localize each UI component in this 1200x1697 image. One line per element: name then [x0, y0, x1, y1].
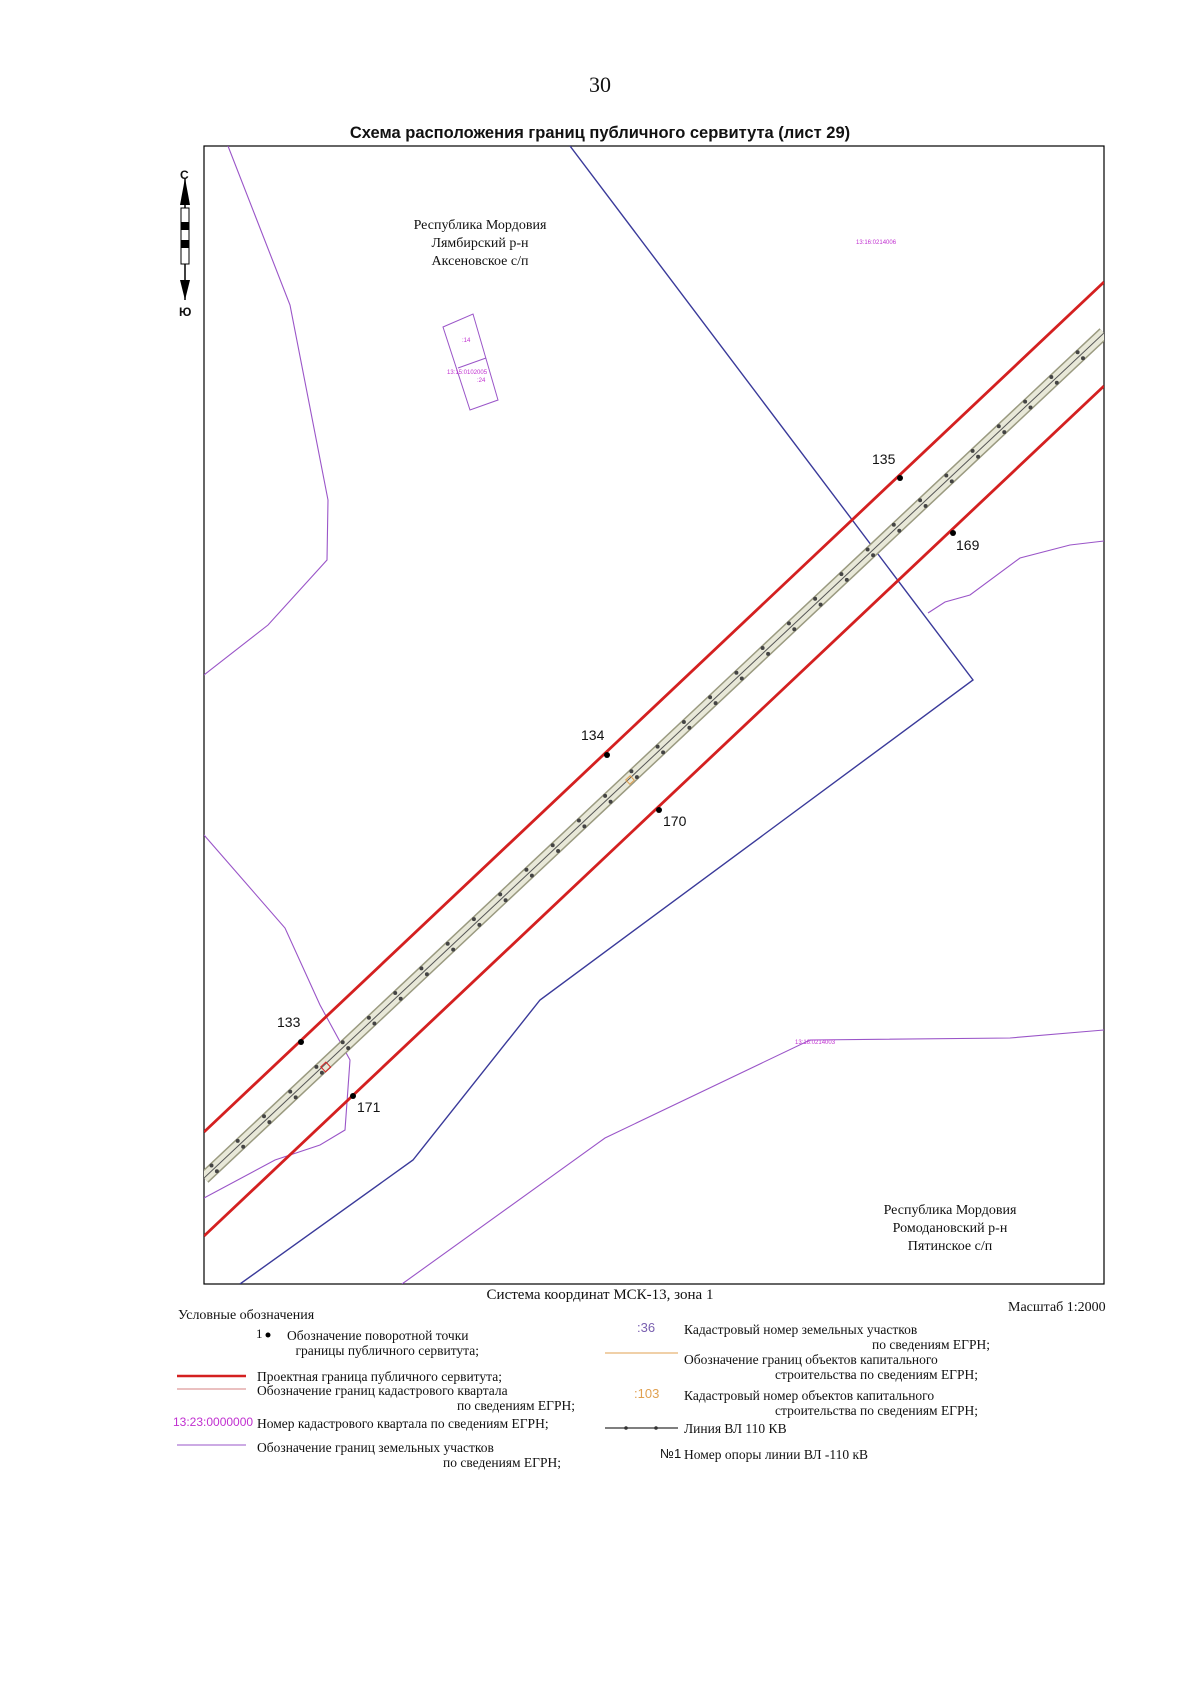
power-line-support	[897, 529, 901, 533]
region-label-north: Республика Мордовия Лямбирский р-н Аксеновское с/п	[413, 218, 547, 269]
turning-point-135	[897, 475, 903, 481]
quarter-boundary-line	[240, 146, 973, 1284]
coordinate-system-label: Система координат МСК-13, зона 1	[486, 1287, 714, 1303]
power-line-support	[1055, 381, 1059, 385]
power-line-support	[629, 769, 633, 773]
power-line-support	[787, 621, 791, 625]
turning-point-134	[604, 752, 610, 758]
power-line-support	[761, 646, 765, 650]
map-title: Схема расположения границ публичного сервитута (лист 29)	[349, 124, 851, 142]
legend-quarter-number-symbol: 13:23:0000000	[173, 1415, 254, 1429]
power-line-support	[734, 671, 738, 675]
power-line-support	[1002, 430, 1006, 434]
small-land-plot	[443, 314, 498, 410]
power-line-support	[845, 578, 849, 582]
power-line-support	[477, 923, 481, 927]
land-plot-label: 13:15:0102005	[447, 370, 488, 376]
power-line-support	[320, 1071, 324, 1075]
power-line-support	[708, 695, 712, 699]
power-line-support	[241, 1145, 245, 1149]
power-line-support	[551, 843, 555, 847]
power-line-support	[524, 868, 528, 872]
turning-point-171	[350, 1093, 356, 1099]
land-boundary-line	[204, 146, 328, 675]
power-line-support	[577, 819, 581, 823]
map-frame	[204, 146, 1104, 1284]
power-line-support	[1049, 375, 1053, 379]
power-line-support	[944, 474, 948, 478]
power-line-support	[419, 966, 423, 970]
power-line-support	[792, 627, 796, 631]
power-line-support	[740, 677, 744, 681]
servitude-boundary-north	[204, 282, 1104, 1132]
legend-item-quarter: Обозначение границ кадастрового квартала по сведениям ЕГРН;	[257, 1383, 575, 1413]
cadastral-quarter-label: 13:16:0214006	[856, 240, 897, 246]
servitude-boundary-south	[204, 386, 1104, 1236]
power-line-support	[971, 449, 975, 453]
power-line-support	[687, 726, 691, 730]
legend-item-line110: Линия ВЛ 110 КВ	[684, 1421, 787, 1436]
power-line-support	[813, 597, 817, 601]
power-line-support	[425, 972, 429, 976]
power-line-support	[498, 892, 502, 896]
power-line-support	[892, 523, 896, 527]
turning-point-169	[950, 530, 956, 536]
power-line-support	[294, 1095, 298, 1099]
turning-point-170	[656, 807, 662, 813]
cadastral-quarter-label: 13:16:0214003	[795, 1040, 836, 1046]
legend-item-quarter-number: Номер кадастрового квартала по сведениям ЕГРН;	[257, 1416, 549, 1431]
power-line-support	[839, 572, 843, 576]
legend-point-number: 1	[256, 1326, 263, 1341]
power-line-support	[997, 424, 1001, 428]
power-line-support	[556, 849, 560, 853]
power-line-support	[472, 917, 476, 921]
compass-north-label: С	[180, 168, 189, 182]
page-number: 30	[589, 72, 611, 97]
legend-item-point: Обозначение поворотной точки границы публичного сервитута;	[287, 1328, 479, 1358]
power-line-support	[399, 997, 403, 1001]
legend-support-symbol: №1	[660, 1446, 682, 1461]
power-line-support	[766, 652, 770, 656]
legend-item-cadnum: Кадастровый номер земельных участков по сведениям ЕГРН;	[684, 1322, 990, 1352]
power-line-support	[215, 1169, 219, 1173]
legend-capnum-symbol: :103	[634, 1386, 660, 1401]
north-arrow-icon	[180, 178, 190, 300]
power-line-support	[918, 498, 922, 502]
legend-cadnum-symbol: :36	[637, 1320, 656, 1335]
point-label-171: 171	[357, 1099, 381, 1115]
power-line-support	[210, 1164, 214, 1168]
point-label-135: 135	[872, 451, 896, 467]
power-line-110kv	[204, 333, 1104, 1178]
power-line-support	[976, 455, 980, 459]
power-line-support	[819, 603, 823, 607]
power-line-support	[582, 824, 586, 828]
turning-point-133	[298, 1039, 304, 1045]
power-line-support	[635, 775, 639, 779]
power-line-support	[451, 948, 455, 952]
legend-item-capital: Обозначение границ объектов капитального строительства по сведениям ЕГРН;	[684, 1352, 978, 1382]
power-line-support	[1023, 400, 1027, 404]
power-line-support	[661, 750, 665, 754]
legend-item-support: Номер опоры линии ВЛ -110 кВ	[684, 1447, 869, 1462]
legend-point-symbol	[266, 1333, 271, 1338]
power-line-support	[393, 991, 397, 995]
power-line-support	[341, 1040, 345, 1044]
power-line-support	[609, 800, 613, 804]
legend-title: Условные обозначения	[178, 1308, 315, 1323]
land-plot-label: :24	[477, 378, 486, 384]
compass-south-label: Ю	[179, 305, 192, 319]
power-line-support	[866, 548, 870, 552]
power-line-support	[367, 1016, 371, 1020]
point-label-170: 170	[663, 813, 687, 829]
power-line-support	[236, 1139, 240, 1143]
power-line-support	[346, 1046, 350, 1050]
scale-label: Масштаб 1:2000	[1008, 1300, 1106, 1315]
region-label-south: Республика Мордовия Ромодановский р-н Пятинское с/п	[883, 1203, 1017, 1254]
power-line-support	[1076, 350, 1080, 354]
legend-item-boundary: Проектная граница публичного сервитута;	[257, 1369, 502, 1384]
power-line-support	[530, 874, 534, 878]
power-line-support	[446, 942, 450, 946]
power-line-support	[372, 1022, 376, 1026]
power-line-support	[288, 1090, 292, 1094]
legend-item-capnum: Кадастровый номер объектов капитального строительства по сведениям ЕГРН;	[684, 1388, 978, 1418]
power-line-support	[1081, 356, 1085, 360]
power-line-support	[871, 553, 875, 557]
power-line-support	[714, 701, 718, 705]
land-boundary-line	[928, 541, 1104, 613]
land-plot-label: :14	[462, 338, 471, 344]
legend-item-land: Обозначение границ земельных участков по сведениям ЕГРН;	[257, 1440, 561, 1470]
point-label-133: 133	[277, 1014, 301, 1030]
power-line-support	[950, 479, 954, 483]
point-label-169: 169	[956, 537, 980, 553]
point-label-134: 134	[581, 727, 605, 743]
power-line-support	[656, 745, 660, 749]
power-line-support	[924, 504, 928, 508]
power-line-support	[504, 898, 508, 902]
power-line-support	[314, 1065, 318, 1069]
power-line-support	[682, 720, 686, 724]
power-line-support	[267, 1120, 271, 1124]
power-line-support	[262, 1114, 266, 1118]
power-line-support	[1029, 406, 1033, 410]
power-line-support	[603, 794, 607, 798]
